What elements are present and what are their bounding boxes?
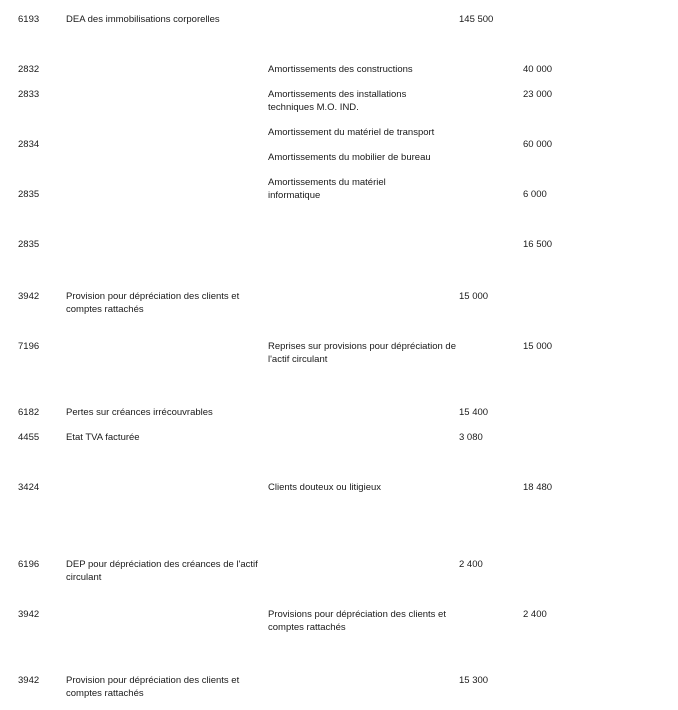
debit-label: Provision pour dépréciation des clients et comptes rattachés bbox=[66, 291, 240, 315]
credit-label: Amortissements des constructions bbox=[268, 64, 413, 75]
debit-amount: 145 500 bbox=[459, 14, 494, 25]
account-number: 2835 bbox=[18, 189, 40, 200]
credit-label: Reprises sur provisions pour dépréciation de l'actif circulant bbox=[268, 341, 456, 365]
account-number: 2835 bbox=[18, 239, 40, 250]
credit-amount: 16 500 bbox=[523, 239, 553, 250]
account-number: 3942 bbox=[18, 609, 40, 620]
credit-amount: 60 000 bbox=[523, 139, 553, 150]
debit-label: DEP pour dépréciation des créances de l'actif circulant bbox=[66, 559, 258, 583]
credit-label: Provisions pour dépréciation des clients et comptes rattachés bbox=[268, 609, 446, 633]
account-number: 6182 bbox=[18, 407, 40, 418]
account-number: 6196 bbox=[18, 559, 40, 570]
account-number: 3424 bbox=[18, 482, 40, 493]
credit-amount: 6 000 bbox=[523, 189, 547, 200]
account-number: 4455 bbox=[18, 432, 40, 443]
credit-label: Amortissements du matériel informatique bbox=[268, 177, 386, 201]
credit-amount: 40 000 bbox=[523, 64, 553, 75]
debit-label: Pertes sur créances irrécouvrables bbox=[66, 407, 213, 418]
debit-amount: 15 400 bbox=[459, 407, 489, 418]
debit-label: Etat TVA facturée bbox=[66, 432, 140, 443]
credit-label: Amortissements des installations techniques M.O. IND. bbox=[268, 89, 407, 113]
debit-label: DEA des immobilisations corporelles bbox=[66, 14, 220, 25]
account-number: 2834 bbox=[18, 139, 40, 150]
account-number: 7196 bbox=[18, 341, 40, 352]
debit-amount: 15 000 bbox=[459, 291, 489, 302]
debit-amount: 2 400 bbox=[459, 559, 483, 570]
account-number: 3942 bbox=[18, 291, 40, 302]
account-number: 6193 bbox=[18, 14, 40, 25]
account-number: 3942 bbox=[18, 675, 40, 686]
debit-amount: 15 300 bbox=[459, 675, 489, 686]
credit-label: Clients douteux ou litigieux bbox=[268, 482, 382, 493]
credit-amount: 23 000 bbox=[523, 89, 553, 100]
credit-label: Amortissement du matériel de transport bbox=[268, 127, 435, 138]
credit-amount: 15 000 bbox=[523, 341, 553, 352]
credit-label: Amortissements du mobilier de bureau bbox=[268, 152, 431, 163]
account-number: 2833 bbox=[18, 89, 40, 100]
account-number: 2832 bbox=[18, 64, 40, 75]
debit-label: Provision pour dépréciation des clients et comptes rattachés bbox=[66, 675, 240, 699]
debit-amount: 3 080 bbox=[459, 432, 483, 443]
credit-amount: 18 480 bbox=[523, 482, 553, 493]
credit-amount: 2 400 bbox=[523, 609, 547, 620]
